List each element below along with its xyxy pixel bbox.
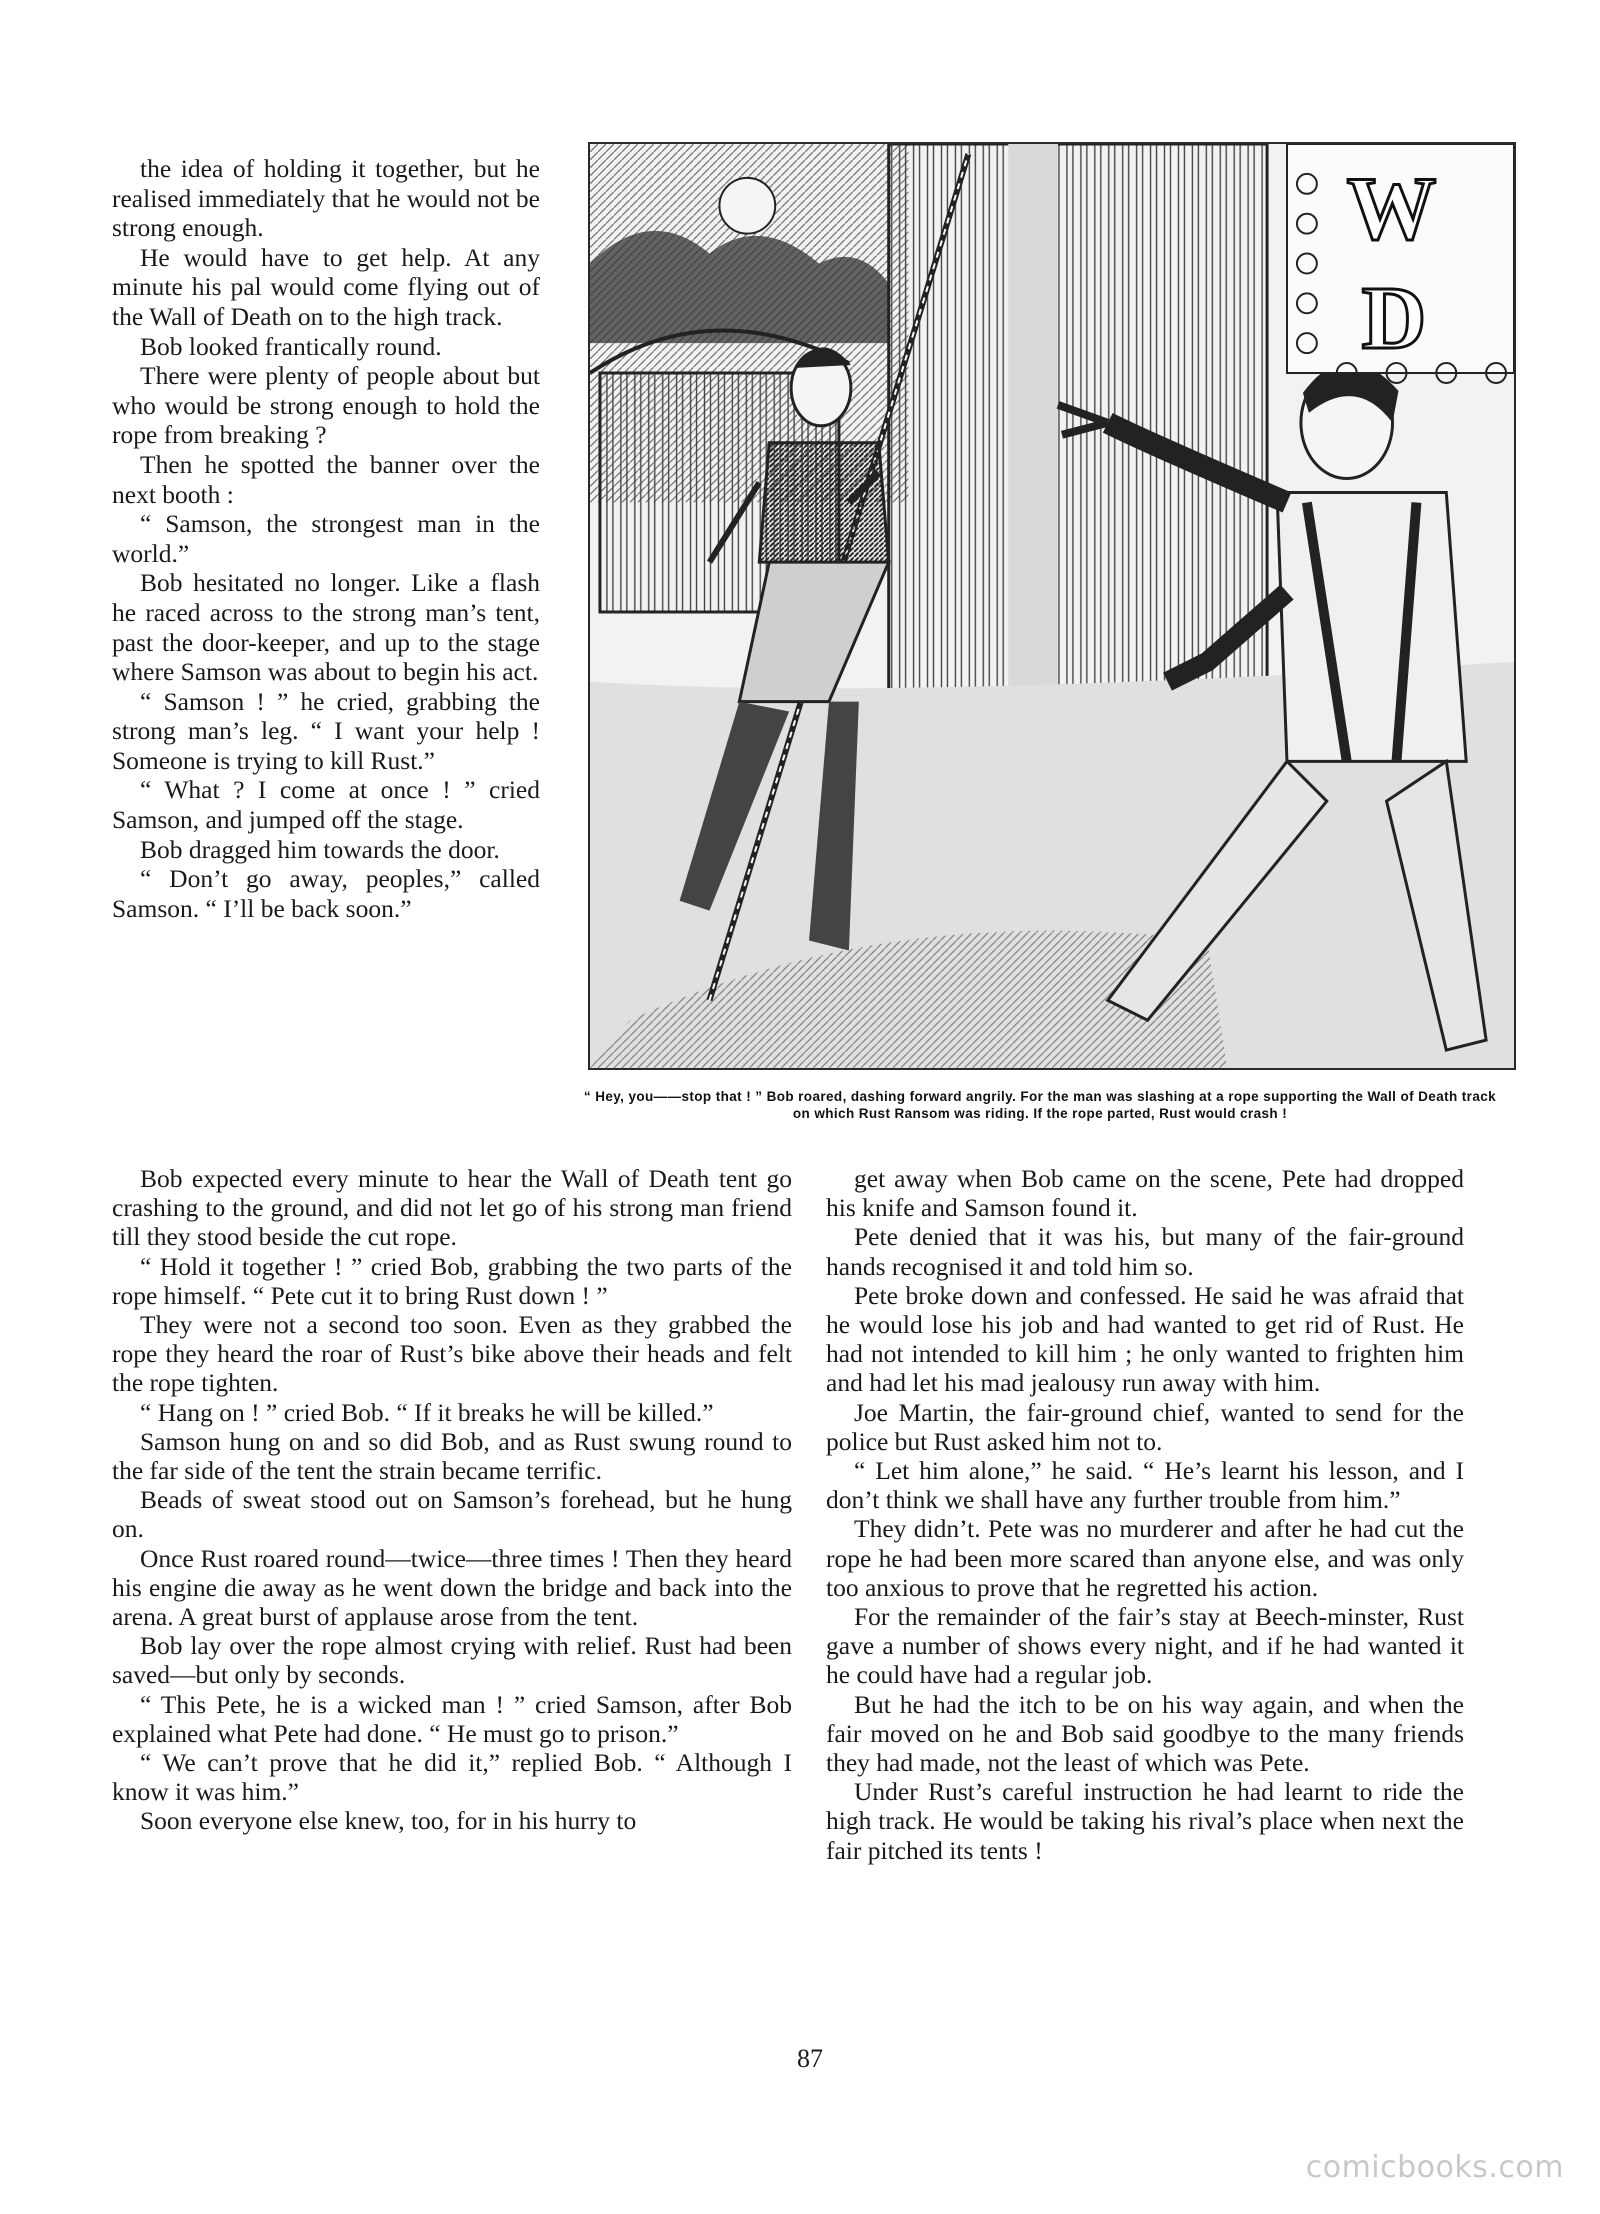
paragraph: Pete denied that it was his, but many of the fair-ground hands recognised it and told him so. [826,1222,1464,1281]
paragraph: “ What ? I come at once ! ” cried Samson, and jumped off the stage. [112,775,540,835]
page-number: 87 [797,2044,823,2073]
paragraph: “ Hang on ! ” cried Bob. “ If it breaks he will be killed.” [140,1397,714,1427]
story-illustration [588,142,1516,1070]
paragraph: Pete broke down and confessed. He said he was afraid that he would lose his job and had wanted to get rid of Rust. He had not intended to kill him ; he only wanted to frighten him and had let his mad jealousy run away with him. [826,1280,1464,1398]
paragraph: Bob expected every minute to hear the Wall of Death tent go crashing to the ground, and did not let go of his strong man friend till they stood beside the cut rope. [112,1164,792,1252]
paragraph: the idea of holding it together, but he realised immediately that he would not be strong enough. [112,154,540,243]
paragraph: Then he spotted the banner over the next booth : [112,449,540,509]
paragraph: “ Samson, the strongest man in the world.” [112,509,540,568]
paragraph: “ We can’t prove that he did it,” replied Bob. “ Although I know it was him.” [112,1748,792,1807]
paragraph: Bob lay over the rope almost crying with relief. Rust had been saved—but only by seconds. [112,1631,792,1690]
paragraph: Joe Martin, the fair-ground chief, wanted to send for the police but Rust asked him not to. [826,1397,1464,1456]
illustration-drawing [590,144,1514,1068]
left-text-column [112,154,540,923]
paragraph: They didn’t. Pete was no murderer and after he had cut the rope he had been more scared than anyone else, and was only too anxious to prove that he regretted his action. [826,1514,1464,1602]
paragraph: Bob looked frantically round. [140,331,442,361]
paragraph: Samson hung on and so did Bob, and as Rust swung round to the far side of the tent the strain became terrific. [112,1426,792,1486]
paragraph: Under Rust’s careful instruction he had learnt to ride the high track. He would be taking his rival’s place when next the fair pitched its tents ! [826,1777,1464,1865]
illustration-caption: “ Hey, you——stop that ! ” Bob roared, dashing forward angrily. For the man was slashing at a rope supporting the Wall of Death track on which Rust Ransom was riding. If the rope parted, Rust would crash ! [583,1089,1497,1121]
poster-letter-d: D [1361,269,1427,369]
paragraph: For the remainder of the fair’s stay at Beech-minster, Rust gave a number of shows every night, and if he had wanted it he could have had a regular job. [826,1602,1464,1690]
paragraph: But he had the itch to be on his way again, and when the fair moved on he and Bob said goodbye to the many friends they had made, not the least of which was Pete. [826,1689,1464,1778]
paragraph: “ Samson ! ” he cried, grabbing the strong man’s leg. “ I want your help ! Someone is trying to kill Rust.” [112,686,540,775]
paragraph: get away when Bob came on the scene, Pete had dropped his knife and Samson found it. [826,1164,1464,1223]
paragraph: “ This Pete, he is a wicked man ! ” cried Samson, after Bob explained what Pete had done. “ He must go to prison.” [112,1689,792,1748]
paragraph: “ Hold it together ! ” cried Bob, grabbing the two parts of the rope himself. “ Pete cut it to bring Rust down ! ” [112,1251,792,1310]
paragraph: Bob dragged him towards the door. [140,834,500,864]
paragraph: There were plenty of people about but who would be strong enough to hold the rope from breaking ? [112,361,540,450]
bottom-right-text-column [826,1164,1464,1865]
paragraph: They were not a second too soon. Even as they grabbed the rope they heard the roar of Rust’s bike above their heads and felt the rope tighten. [112,1310,792,1398]
watermark: comicbooks.com [1305,2150,1564,2185]
poster-letter-w: W [1346,159,1437,259]
paragraph: Soon everyone else knew, too, for in his hurry to [140,1806,637,1836]
bottom-left-text-column [112,1164,792,1836]
paragraph: Beads of sweat stood out on Samson’s forehead, but he hung on. [112,1485,792,1544]
paragraph: He would have to get help. At any minute his pal would come flying out of the Wall of Death on to the high track. [112,242,540,331]
paragraph: Once Rust roared round—twice—three times ! Then they heard his engine die away as he went down the bridge and back into the arena. A great burst of applause arose from the tent. [112,1543,792,1632]
paragraph: Bob hesitated no longer. Like a flash he raced across to the strong man’s tent, past the door-keeper, and up to the stage where Samson was about to begin his act. [112,568,540,687]
paragraph: “ Don’t go away, peoples,” called Samson. “ I’ll be back soon.” [112,864,540,923]
paragraph: “ Let him alone,” he said. “ He’s learnt his lesson, and I don’t think we shall have any further trouble from him.” [826,1456,1464,1515]
